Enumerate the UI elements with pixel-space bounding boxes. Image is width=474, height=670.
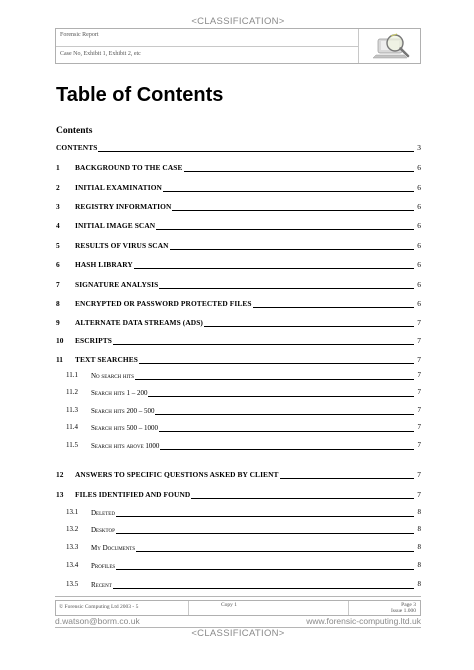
toc-leader-line bbox=[155, 406, 414, 415]
toc-leader-line bbox=[116, 561, 414, 570]
toc-leader-line bbox=[148, 388, 414, 397]
toc-entry[interactable] bbox=[56, 580, 421, 592]
toc-entry-number: 5 bbox=[56, 241, 60, 250]
toc-entry-title: Search hits 1 – 200 bbox=[91, 389, 148, 397]
toc-leader-line bbox=[191, 490, 414, 499]
toc-entry-number: 9 bbox=[56, 318, 60, 327]
toc-entry-page: 6 bbox=[417, 202, 421, 211]
toc-entry-title: ANSWERS TO SPECIFIC QUESTIONS ASKED BY CLIENT bbox=[75, 470, 279, 479]
toc-leader-line bbox=[253, 299, 414, 308]
toc-entry[interactable] bbox=[56, 355, 421, 367]
toc-leader-line bbox=[113, 336, 414, 345]
toc-entry-page: 7 bbox=[417, 371, 421, 379]
toc-entry-page: 6 bbox=[417, 299, 421, 308]
toc-entry-title: Search hits above 1000 bbox=[91, 442, 160, 450]
website-link[interactable]: www.forensic-computing.ltd.uk bbox=[306, 616, 421, 626]
toc-leader-line bbox=[116, 525, 414, 534]
toc-entry-number: 11.4 bbox=[66, 423, 78, 431]
toc-entry-number: 13.2 bbox=[66, 525, 79, 533]
contact-line bbox=[55, 616, 421, 627]
toc-leader-line bbox=[160, 441, 414, 450]
toc-entry-page: 8 bbox=[417, 508, 421, 516]
toc-entry[interactable] bbox=[56, 388, 421, 400]
toc-entry-number: 11.3 bbox=[66, 406, 78, 414]
toc-entry-page: 7 bbox=[417, 470, 421, 479]
toc-entry-title: ESCRIPTS bbox=[75, 336, 112, 345]
toc-entry[interactable] bbox=[56, 318, 421, 330]
toc-entry[interactable] bbox=[56, 260, 421, 272]
toc-entry-number: 3 bbox=[56, 202, 60, 211]
toc-entry[interactable] bbox=[56, 280, 421, 292]
toc-leader-line bbox=[172, 202, 414, 211]
toc-entry-number: 13.5 bbox=[66, 580, 79, 588]
toc-leader-line bbox=[159, 423, 414, 432]
toc-entry[interactable] bbox=[56, 163, 421, 175]
toc-entry-page: 6 bbox=[417, 221, 421, 230]
toc-entry-number: 11.2 bbox=[66, 388, 78, 396]
classification-top: <CLASSIFICATION> bbox=[191, 16, 285, 27]
toc-entry-page: 3 bbox=[417, 143, 421, 152]
toc-entry-number: 11 bbox=[56, 355, 63, 364]
toc-entry-title: Search hits 200 – 500 bbox=[91, 407, 155, 415]
toc-entry[interactable] bbox=[56, 508, 421, 520]
toc-entry-page: 6 bbox=[417, 183, 421, 192]
toc-entry[interactable] bbox=[56, 490, 421, 502]
toc-leader-line bbox=[159, 280, 414, 289]
toc-leader-line bbox=[163, 183, 414, 192]
toc-leader-line bbox=[280, 470, 414, 479]
toc-entry[interactable] bbox=[56, 221, 421, 233]
toc-entry-title: My Documents bbox=[91, 544, 136, 552]
toc-entry[interactable] bbox=[56, 561, 421, 573]
toc-entry-title: SIGNATURE ANALYSIS bbox=[75, 280, 159, 289]
toc-leader-line bbox=[116, 508, 414, 517]
document-header bbox=[55, 28, 421, 64]
toc-entry[interactable] bbox=[56, 423, 421, 435]
toc-entry[interactable] bbox=[56, 336, 421, 348]
toc-entry-title: TEXT SEARCHES bbox=[75, 355, 138, 364]
toc-entry[interactable] bbox=[56, 441, 421, 453]
toc-entry-number: 11.1 bbox=[66, 371, 78, 379]
toc-entry-number: 7 bbox=[56, 280, 60, 289]
toc-entry-number: 11.5 bbox=[66, 441, 78, 449]
toc-entry-title: Desktop bbox=[91, 526, 115, 534]
footer-copyright: © Forensic Computing Ltd 2003 - 5 bbox=[59, 604, 139, 610]
toc-leader-line bbox=[204, 318, 414, 327]
toc-entry[interactable] bbox=[56, 241, 421, 253]
toc-entry-number: 13.3 bbox=[66, 543, 79, 551]
magnifier-logo-icon bbox=[366, 30, 416, 62]
toc-entry-page: 7 bbox=[417, 355, 421, 364]
toc-entry-page: 6 bbox=[417, 241, 421, 250]
toc-entry-page: 8 bbox=[417, 543, 421, 551]
footer-copy: Copy 1 bbox=[221, 602, 238, 608]
toc-leader-line bbox=[134, 260, 414, 269]
toc-entry-page: 6 bbox=[417, 260, 421, 269]
footer-issue: Issue 1.000 bbox=[390, 608, 416, 614]
toc-entry-number: 13 bbox=[56, 490, 64, 499]
toc-entry-title: No search hits bbox=[91, 372, 135, 380]
contents-heading: Contents bbox=[56, 126, 93, 136]
toc-leader-line bbox=[156, 221, 414, 230]
toc-entry[interactable] bbox=[56, 525, 421, 537]
toc-leader-line bbox=[136, 543, 414, 552]
toc-entry-number: 13.1 bbox=[66, 508, 79, 516]
toc-entry-title: REGISTRY INFORMATION bbox=[75, 202, 172, 211]
report-type: Forensic Report bbox=[60, 32, 99, 38]
toc-entry-page: 6 bbox=[417, 280, 421, 289]
toc-entry-page: 7 bbox=[417, 423, 421, 431]
toc-leader-line bbox=[139, 355, 414, 364]
document-footer bbox=[55, 600, 421, 616]
toc-entry[interactable] bbox=[56, 406, 421, 418]
toc-entry-title: Deleted bbox=[91, 509, 115, 517]
toc-entry-page: 7 bbox=[417, 441, 421, 449]
toc-entry-page: 6 bbox=[417, 163, 421, 172]
toc-entry-page: 8 bbox=[417, 561, 421, 569]
toc-entry-page: 7 bbox=[417, 336, 421, 345]
toc-entry[interactable] bbox=[56, 543, 421, 555]
toc-entry-title: Recent bbox=[91, 581, 112, 589]
toc-entry-number: 8 bbox=[56, 299, 60, 308]
toc-leader-line bbox=[170, 241, 414, 250]
toc-entry-title: FILES IDENTIFIED AND FOUND bbox=[75, 490, 191, 499]
toc-entry-title: INITIAL IMAGE SCAN bbox=[75, 221, 156, 230]
toc-entry-title: RESULTS OF VIRUS SCAN bbox=[75, 241, 169, 250]
toc-entry[interactable] bbox=[56, 183, 421, 195]
toc-leader-line bbox=[184, 163, 414, 172]
toc-entry[interactable] bbox=[56, 202, 421, 214]
toc-entry-number: 4 bbox=[56, 221, 60, 230]
toc-entry-page: 8 bbox=[417, 525, 421, 533]
toc-entry[interactable] bbox=[56, 299, 421, 311]
toc-entry-number: 1 bbox=[56, 163, 60, 172]
toc-entry-page: 7 bbox=[417, 406, 421, 414]
toc-entry-title: BACKGROUND TO THE CASE bbox=[75, 163, 183, 172]
toc-entry[interactable] bbox=[56, 371, 421, 383]
toc-entry-number: 2 bbox=[56, 183, 60, 192]
toc-entry-page: 7 bbox=[417, 318, 421, 327]
toc-entry-number: 6 bbox=[56, 260, 60, 269]
footer-page: Page 3 bbox=[401, 602, 416, 608]
case-reference: Case No, Exhibit 1, Exhibit 2, etc bbox=[60, 51, 141, 57]
toc-leader-line bbox=[113, 580, 414, 589]
classification-bottom: <CLASSIFICATION> bbox=[191, 628, 285, 639]
toc-entry-page: 7 bbox=[417, 388, 421, 396]
toc-entry-number: 13.4 bbox=[66, 561, 79, 569]
toc-leader-line bbox=[98, 143, 414, 152]
toc-entry-title: HASH LIBRARY bbox=[75, 260, 133, 269]
toc-entry-title: Profiles bbox=[91, 562, 116, 570]
toc-entry-title: ALTERNATE DATA STREAMS (ADS) bbox=[75, 318, 203, 327]
toc-leader-line bbox=[135, 371, 414, 380]
toc-entry-number: 10 bbox=[56, 336, 64, 345]
toc-entry[interactable] bbox=[56, 143, 421, 155]
toc-entry-number: 12 bbox=[56, 470, 64, 479]
toc-entry-title: Search hits 500 – 1000 bbox=[91, 424, 158, 432]
page-title: Table of Contents bbox=[56, 84, 224, 106]
toc-entry-title: INITIAL EXAMINATION bbox=[75, 183, 162, 192]
email-link[interactable]: d.watson@borm.co.uk bbox=[55, 616, 140, 626]
toc-entry[interactable] bbox=[56, 470, 421, 482]
toc-entry-page: 7 bbox=[417, 490, 421, 499]
toc-entry-page: 8 bbox=[417, 580, 421, 588]
toc-entry-title: CONTENTS bbox=[56, 143, 98, 152]
toc-entry-title: ENCRYPTED OR PASSWORD PROTECTED FILES bbox=[75, 299, 252, 308]
